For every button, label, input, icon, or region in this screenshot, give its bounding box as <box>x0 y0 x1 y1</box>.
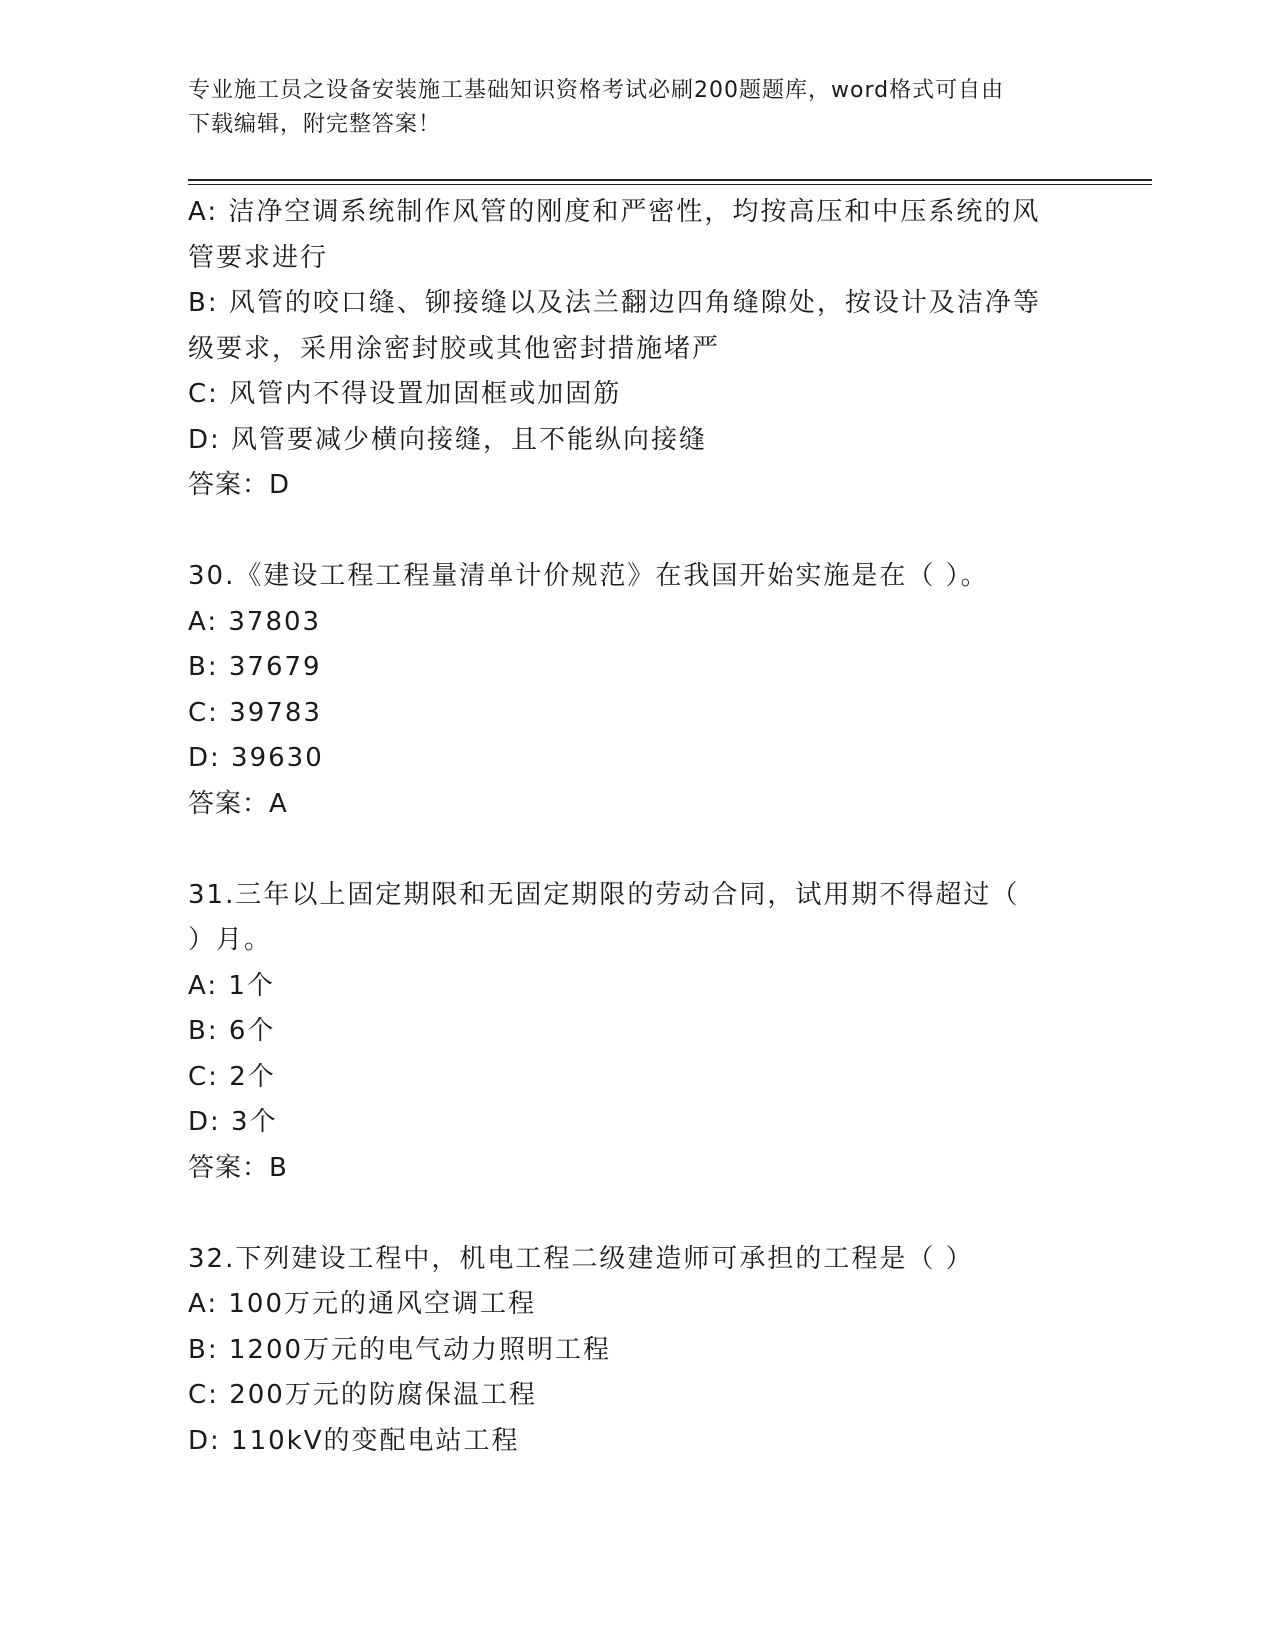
option-d <box>188 418 1088 464</box>
question-32 <box>188 1237 1088 1465</box>
option-d <box>188 1100 1088 1146</box>
option-d <box>188 1419 1088 1465</box>
option-text: 风管的咬口缝、铆接缝以及法兰翻边四角缝隙处，按设计及洁净等 <box>228 288 1041 318</box>
option-text: 6个 <box>228 1016 276 1046</box>
question-stem: ）月。 <box>188 925 273 955</box>
option-a <box>188 964 1088 1010</box>
option-label: D: <box>188 743 221 773</box>
option-a <box>188 600 1088 646</box>
option-label: B: <box>188 288 219 318</box>
option-text: 37803 <box>228 606 322 637</box>
option-text: 风管要减少横向接缝，且不能纵向接缝 <box>231 424 708 455</box>
option-label: B: <box>188 1016 219 1046</box>
option-text: 100万元的通风空调工程 <box>228 1289 536 1319</box>
question-31 <box>188 873 1088 1192</box>
option-text: 级要求，采用涂密封胶或其他密封措施堵严 <box>188 333 721 364</box>
header-divider <box>188 179 1152 181</box>
option-a <box>188 1282 1088 1328</box>
option-text: 2个 <box>229 1061 276 1092</box>
option-b <box>188 645 1088 691</box>
option-label: B: <box>188 1334 219 1365</box>
option-text: 风管内不得设置加固框或加固筋 <box>229 379 622 409</box>
answer-text: 答案：D <box>188 470 291 500</box>
option-text: 管要求进行 <box>188 242 329 273</box>
question-list <box>188 190 1088 1464</box>
option-label: A: <box>188 197 219 227</box>
option-a <box>188 190 1088 281</box>
option-label: A: <box>188 970 219 1001</box>
option-label: D: <box>188 1107 221 1137</box>
option-d <box>188 736 1088 782</box>
option-text: 3个 <box>231 1107 278 1137</box>
option-c <box>188 691 1088 737</box>
option-text: 37679 <box>228 652 322 682</box>
option-b <box>188 281 1088 372</box>
option-label: C: <box>188 379 219 409</box>
option-c <box>188 1055 1088 1101</box>
option-text: 39783 <box>229 697 322 728</box>
answer-text: 答案：A <box>188 788 288 819</box>
option-b <box>188 1009 1088 1055</box>
header-divider-thin <box>188 184 1152 185</box>
option-label: D: <box>188 424 221 455</box>
answer-text: 答案：B <box>188 1152 288 1183</box>
option-text: 200万元的防腐保温工程 <box>229 1380 537 1410</box>
question-stem: 30.《建设工程工程量清单计价规范》在我国开始实施是在（ ）。 <box>188 561 989 591</box>
question-29 <box>188 190 1088 509</box>
header-line: 下载编辑，附完整答案！ <box>188 112 442 137</box>
option-text: 110kV的变配电站工程 <box>231 1425 520 1456</box>
option-label: A: <box>188 606 219 637</box>
option-text: 39630 <box>231 743 324 773</box>
option-c <box>188 1373 1088 1419</box>
option-label: D: <box>188 1425 221 1456</box>
option-text: 1个 <box>228 970 275 1001</box>
question-stem: 32.下列建设工程中，机电工程二级建造师可承担的工程是（ ） <box>188 1243 974 1274</box>
option-b <box>188 1328 1088 1374</box>
option-text: 1200万元的电气动力照明工程 <box>228 1334 612 1365</box>
option-label: C: <box>188 1380 219 1410</box>
header-line: 专业施工员之设备安装施工基础知识资格考试必刷200题题库，word格式可自由 <box>188 78 1005 103</box>
option-label: B: <box>188 652 219 682</box>
option-label: C: <box>188 697 219 728</box>
option-text: 洁净空调系统制作风管的刚度和严密性，均按高压和中压系统的风 <box>228 197 1041 227</box>
document-header <box>188 74 1068 142</box>
question-stem: 31.三年以上固定期限和无固定期限的劳动合同，试用期不得超过（ <box>188 879 1020 910</box>
option-label: C: <box>188 1061 219 1092</box>
option-c <box>188 372 1088 418</box>
question-30 <box>188 554 1088 827</box>
option-label: A: <box>188 1289 219 1319</box>
